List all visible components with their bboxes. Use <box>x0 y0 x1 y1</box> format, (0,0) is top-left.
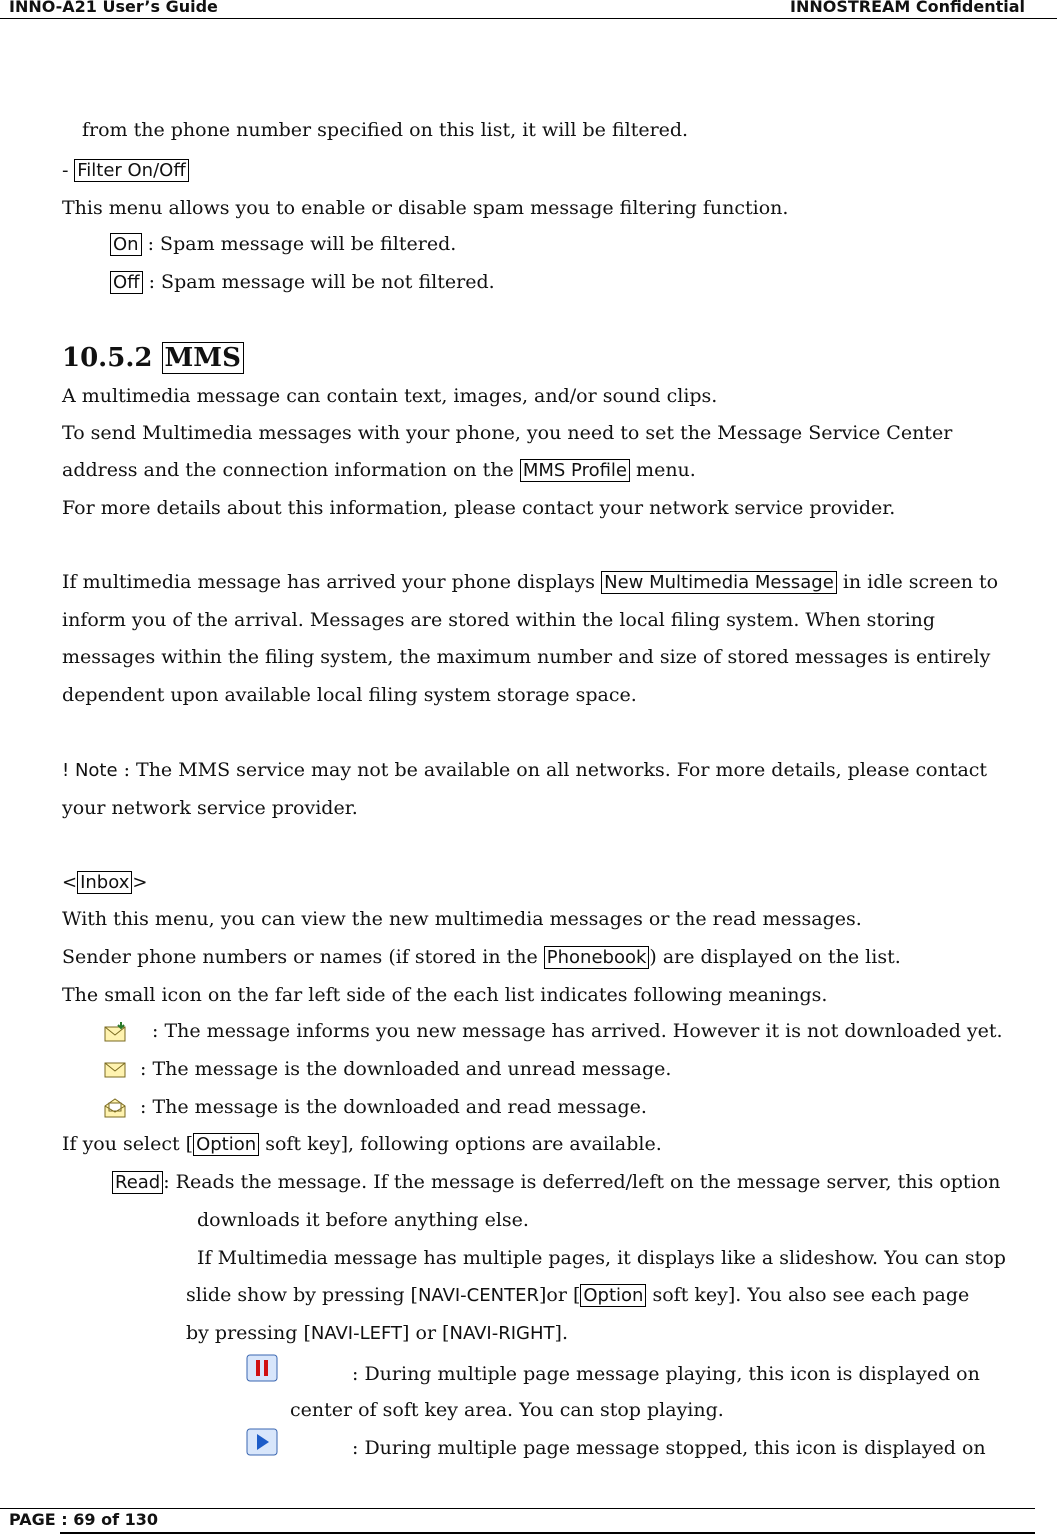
pause-icon <box>246 1354 278 1382</box>
filter-heading: - Filter On/Off <box>62 158 189 183</box>
note-line: ! Note : The MMS service may not be available on all networks. For more details, please contact <box>62 759 988 781</box>
note-label: ! Note <box>62 760 118 781</box>
section-heading: 10.5.2 MMS <box>62 341 244 375</box>
text-line: downloads it before anything else. <box>197 1209 529 1231</box>
page-number: PAGE : 69 of 130 <box>9 1510 158 1529</box>
text-line: This menu allows you to enable or disable spam message filtering function. <box>62 197 789 219</box>
header-confidential: INNOSTREAM Confidential <box>790 0 1025 16</box>
text-line: For more details about this information, please contact your network service provider. <box>62 497 896 519</box>
option-label: Option <box>580 1284 646 1307</box>
header-title: INNO-A21 User’s Guide <box>9 0 218 16</box>
new-mm-message-label: New Multimedia Message <box>601 571 837 594</box>
icon-legend-unread: : The message is the downloaded and unread message. <box>104 1057 671 1081</box>
option-off: Off : Spam message will be not filtered. <box>110 270 495 295</box>
off-label: Off <box>110 271 143 294</box>
text-line: To send Multimedia messages with your phone, you need to set the Message Service Center <box>62 422 953 444</box>
text-line: If multimedia message has arrived your phone displays New Multimedia Message in idle screen to <box>62 571 999 593</box>
text-line: by pressing [NAVI-LEFT] or [NAVI-RIGHT]. <box>186 1322 568 1344</box>
read-label: Read <box>112 1171 163 1194</box>
on-label: On <box>110 233 142 256</box>
new-message-not-downloaded-icon <box>104 1021 130 1043</box>
navi-right-key: NAVI-RIGHT <box>449 1323 555 1344</box>
text-line: inform you of the arrival. Messages are stored within the local filing system. When storing <box>62 609 936 631</box>
navi-left-key: NAVI-LEFT <box>310 1323 403 1344</box>
unread-message-icon <box>104 1060 126 1080</box>
text-line: messages within the filing system, the maximum number and size of stored messages is entirely <box>62 646 991 668</box>
text-line: dependent upon available local filing system storage space. <box>62 684 637 706</box>
text-line: If Multimedia message has multiple pages, it displays like a slideshow. You can stop <box>197 1247 1006 1269</box>
text-line: from the phone number specified on this list, it will be filtered. <box>82 119 689 141</box>
navi-center-key: NAVI-CENTER <box>417 1285 539 1306</box>
phonebook-label: Phonebook <box>544 946 650 969</box>
text-line: center of soft key area. You can stop playing. <box>290 1399 724 1421</box>
option-on: On : Spam message will be filtered. <box>110 232 456 257</box>
inbox-heading: < Inbox > <box>62 872 148 893</box>
text-line: Sender phone numbers or names (if stored in the Phonebook ) are displayed on the list. <box>62 946 901 968</box>
text-line: The small icon on the far left side of the each list indicates following meanings. <box>62 984 828 1006</box>
page-header <box>0 0 1057 19</box>
text-line: your network service provider. <box>62 797 358 819</box>
read-option: Read : Reads the message. If the message is deferred/left on the message server, this option <box>112 1170 1000 1195</box>
play-icon <box>246 1428 278 1456</box>
text-line: address and the connection information on the MMS Profile menu. <box>62 459 696 481</box>
mms-profile-label: MMS Profile <box>520 459 630 482</box>
footer-divider <box>0 1508 1035 1509</box>
text-line: With this menu, you can view the new multimedia messages or the read messages. <box>62 908 862 930</box>
text-line: A multimedia message can contain text, images, and/or sound clips. <box>62 385 718 407</box>
text-line: If you select [ Option soft key], following options are available. <box>62 1133 662 1155</box>
icon-legend-read: : The message is the downloaded and read message. <box>104 1095 647 1119</box>
read-message-icon <box>104 1097 126 1119</box>
section-title: MMS <box>162 342 244 374</box>
text-line: slide show by pressing [NAVI-CENTER]or [ Option soft key]. You also see each page <box>186 1284 970 1306</box>
text-line: : During multiple page message playing, this icon is displayed on <box>352 1363 980 1385</box>
inbox-label: Inbox <box>77 871 132 894</box>
icon-legend-new: : The message informs you new message has arrived. However it is not downloaded yet. <box>104 1019 1003 1043</box>
option-label: Option <box>193 1133 259 1156</box>
filter-onoff-label: Filter On/Off <box>74 159 189 182</box>
text-line: : During multiple page message stopped, this icon is displayed on <box>352 1437 986 1459</box>
